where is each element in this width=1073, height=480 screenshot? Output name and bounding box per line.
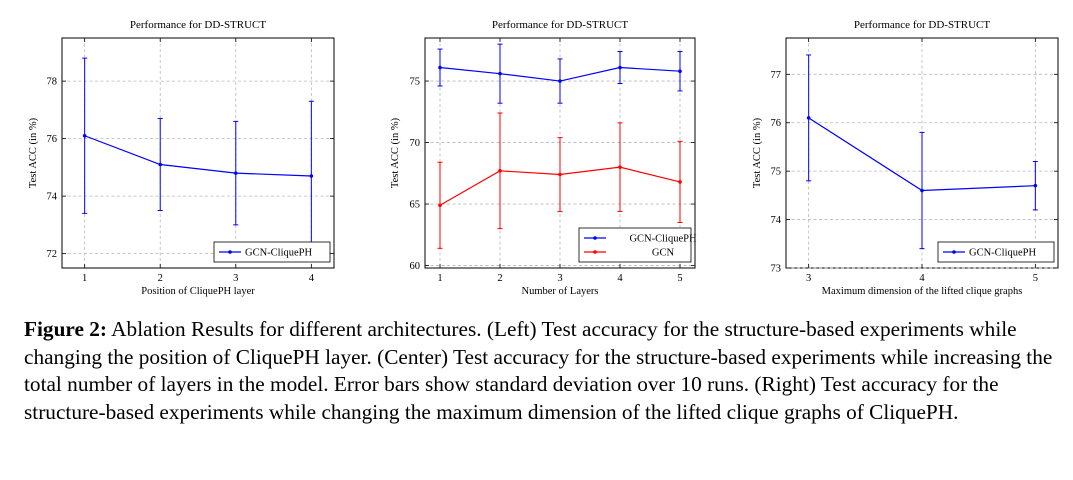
left-chart-series	[82, 58, 314, 251]
center-chart-x-tick-label: 3	[557, 273, 563, 284]
left-chart-y-axis-label: Test ACC (in %)	[28, 117, 39, 189]
right-chart-title: Performance for DD-STRUCT	[853, 19, 991, 31]
right-chart-y-axis-label: Test ACC (in %)	[752, 117, 763, 189]
center-chart-series	[438, 44, 683, 248]
center-chart-data-point-gcn	[618, 165, 622, 169]
center-chart-x-tick-label: 4	[617, 273, 623, 284]
left-chart-data-point-gcn-cliqueph	[234, 171, 238, 175]
right-chart-x-axis-label: Maximum dimension of the lifted clique graphs	[821, 286, 1023, 297]
left-chart-y-tick-label: 74	[46, 191, 57, 203]
left-chart-x-tick-label: 1	[82, 273, 88, 284]
center-chart-legend-label-gcn: GCN	[651, 247, 675, 259]
center-chart-y-tick-label: 60	[409, 261, 420, 273]
left-chart-data-point-gcn-cliqueph	[158, 163, 162, 167]
left-chart-panel	[28, 19, 334, 297]
center-chart-data-point-gcn-cliqueph	[678, 69, 682, 73]
center-chart-x-axis-label: Number of Layers	[521, 286, 599, 297]
center-chart-panel	[390, 19, 697, 297]
center-chart-data-point-gcn	[438, 203, 442, 207]
center-chart-data-point-gcn-cliqueph	[618, 66, 622, 70]
center-chart-data-point-gcn-cliqueph	[438, 66, 442, 70]
left-chart-legend	[214, 242, 330, 262]
center-chart-legend-marker-gcn	[593, 250, 597, 254]
figure-caption-label: Figure 2:	[24, 317, 108, 341]
right-chart-data-point-gcn-cliqueph	[807, 116, 811, 120]
right-chart-y-tick-label: 75	[770, 166, 781, 178]
center-chart-y-tick-label: 65	[409, 199, 420, 211]
right-chart-panel	[752, 19, 1058, 297]
right-chart-legend	[938, 242, 1054, 262]
right-chart-y-tick-label: 74	[770, 215, 781, 227]
center-chart-y-axis-label: Test ACC (in %)	[390, 117, 401, 189]
left-chart-data-point-gcn-cliqueph	[83, 134, 87, 138]
center-chart-data-point-gcn-cliqueph	[558, 79, 562, 83]
center-chart-data-point-gcn	[558, 173, 562, 177]
right-chart-data-point-gcn-cliqueph	[920, 189, 924, 193]
right-chart-y-tick-label: 73	[770, 263, 781, 275]
right-chart-data-point-gcn-cliqueph	[1034, 184, 1038, 188]
center-chart-legend-marker-gcn-cliqueph	[593, 236, 597, 240]
left-chart-data-point-gcn-cliqueph	[310, 174, 314, 178]
left-chart-legend-marker-gcn-cliqueph	[228, 250, 232, 254]
right-chart-x-tick-label: 4	[919, 273, 925, 284]
right-chart-legend-label-gcn-cliqueph: GCN-CliquePH	[969, 247, 1037, 259]
right-chart-x-tick-label: 5	[1032, 273, 1038, 284]
center-chart-x-tick-label: 2	[497, 273, 503, 284]
left-chart-legend-label-gcn-cliqueph: GCN-CliquePH	[245, 247, 313, 259]
left-chart-series-line-gcn-cliqueph	[85, 136, 312, 176]
left-chart-title: Performance for DD-STRUCT	[129, 19, 267, 31]
figure-caption	[24, 316, 1060, 426]
center-chart-data-point-gcn-cliqueph	[498, 72, 502, 76]
left-chart-x-axis-label: Position of CliquePH layer	[141, 286, 255, 297]
right-chart-legend-marker-gcn-cliqueph	[952, 250, 956, 254]
center-chart-x-tick-label: 1	[437, 273, 443, 284]
center-chart-y-tick-label: 70	[409, 138, 420, 150]
left-chart-y-tick-label: 76	[46, 134, 57, 146]
left-chart-x-tick-label: 2	[157, 273, 163, 284]
center-chart-data-point-gcn	[498, 169, 502, 173]
center-chart-data-point-gcn	[678, 180, 682, 184]
center-chart-y-tick-label: 75	[409, 76, 420, 88]
center-chart-x-tick-label: 5	[677, 273, 683, 284]
center-chart-legend-label-gcn-cliqueph: GCN-CliquePH	[629, 233, 697, 245]
figure-caption-text: Ablation Results for different architectures. (Left) Test accuracy for the structure-based experiments while changing the position of CliquePH layer. (Center) Test accuracy for the structure-based experiments while increasing the total number of layers in the model. Error bars show standard deviation over 10 runs. (Right) Test accuracy for the structure-based experiments while changing the maximum dimension of the lifted clique graphs of CliquePH.	[24, 317, 1053, 424]
right-chart-x-tick-label: 3	[806, 273, 812, 284]
left-chart-grid	[62, 38, 334, 268]
left-chart-x-tick-label: 3	[233, 273, 239, 284]
left-chart-frame	[62, 38, 334, 268]
left-chart-y-tick-label: 72	[46, 249, 57, 261]
right-chart-y-tick-label: 76	[770, 118, 781, 130]
left-chart-y-tick-label: 78	[46, 76, 57, 88]
left-chart-x-tick-label: 4	[308, 273, 314, 284]
center-chart-legend	[579, 228, 697, 262]
right-chart-y-tick-label: 77	[770, 69, 781, 81]
center-chart-title: Performance for DD-STRUCT	[491, 19, 629, 31]
